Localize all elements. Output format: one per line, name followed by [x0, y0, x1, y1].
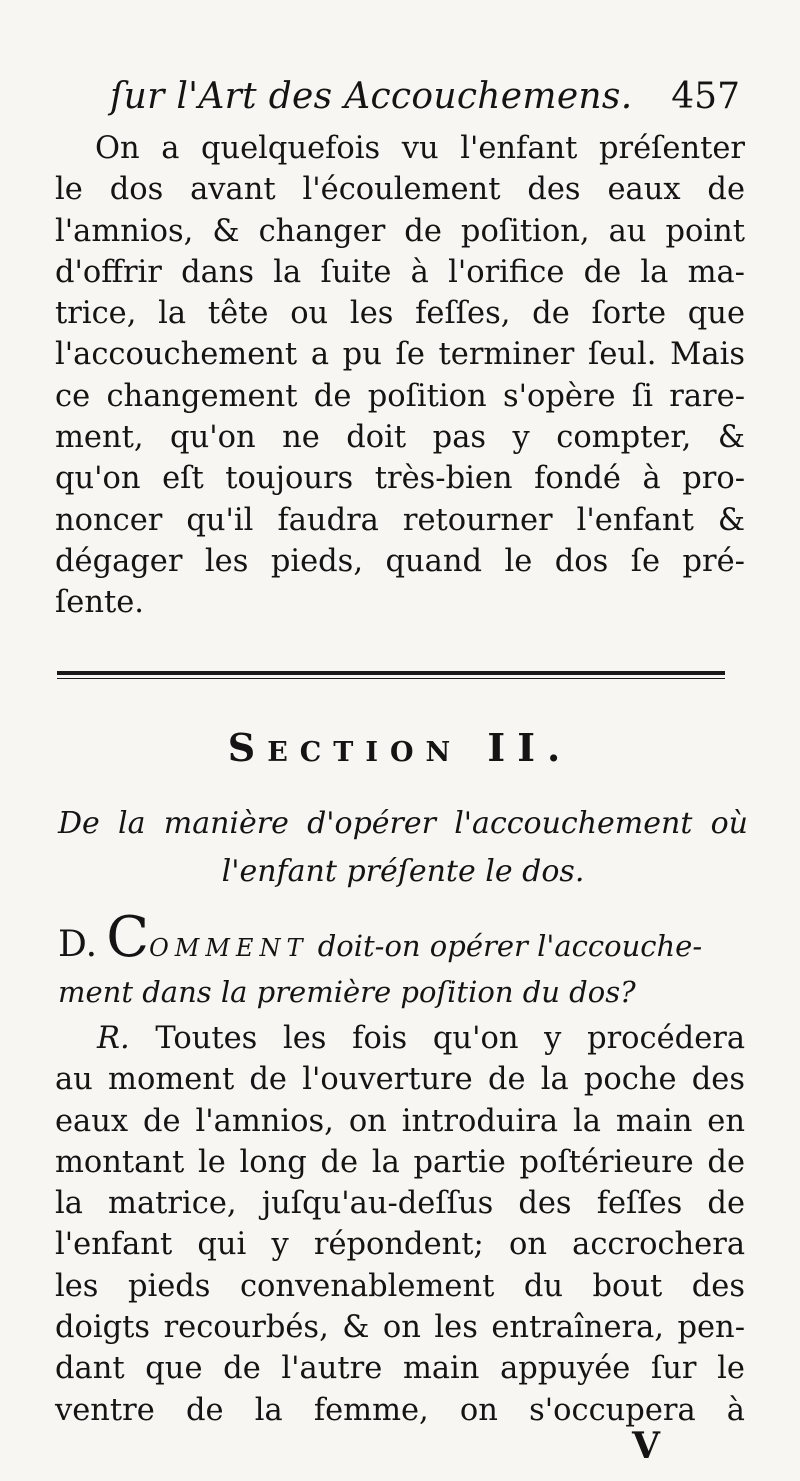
text-line: ventre de la femme, on s'occupera à	[55, 1392, 745, 1428]
text-line: l'amnios, & changer de poſition, au point	[55, 213, 745, 249]
answer-marker: R.	[97, 1021, 130, 1056]
text-line: ſente.	[55, 585, 144, 621]
text-line: eaux de l'amnios, on introduira la main en	[55, 1103, 745, 1139]
drop-initial: C	[106, 905, 150, 970]
text-line: montant le long de la partie poſtérieure de	[55, 1144, 745, 1180]
question-line: ment dans la première poſition du dos?	[58, 975, 636, 1009]
text-line: trice, la tête ou les feſſes, de ſorte que	[55, 296, 745, 332]
section-subtitle	[58, 800, 748, 896]
text-line: la matrice, juſqu'au-deſſus des feſſes de	[55, 1186, 745, 1222]
text-line: au moment de l'ouverture de la poche des	[55, 1062, 745, 1098]
text-line	[55, 1018, 745, 1059]
text-line: le dos avant l'écoulement des eaux de	[55, 172, 745, 208]
text-line: noncer qu'il faudra retourner l'enfant &	[55, 502, 745, 538]
section-subtitle-line: l'enfant préſente le dos.	[221, 854, 585, 889]
section-subtitle-line: De la manière d'opérer l'accouchement où	[58, 806, 748, 841]
text-line: dant que de l'autre main appuyée ſur le	[55, 1351, 745, 1387]
text-line: dégager les pieds, quand le dos ſe pré-	[55, 543, 745, 579]
text-line: ment, qu'on ne doit pas y compter, &	[55, 420, 745, 456]
text-line: On a quelquefois vu l'enfant préſenter	[95, 131, 745, 166]
page-number: 457	[671, 76, 740, 117]
text-line: l'enfant qui y répondent; on accrochera	[55, 1227, 745, 1263]
text-line-content: Toutes les fois qu'on y procédera	[155, 1021, 746, 1056]
text-line: ce changement de poſition s'opère ſi rare-	[55, 378, 745, 414]
question-text: doit-on opérer l'accouche-	[317, 929, 703, 963]
small-caps-word: OMMENT	[149, 934, 309, 962]
section-rule-thin	[57, 678, 725, 679]
question-marker: D.	[58, 924, 98, 965]
text-line: les pieds convenablement du bout des	[55, 1268, 745, 1304]
section-title: Section II.	[227, 725, 573, 770]
question-line	[58, 905, 748, 970]
signature-mark: V	[632, 1425, 660, 1467]
page-header	[110, 76, 750, 126]
section-rule-thick	[57, 671, 725, 675]
text-line: d'offrir dans la ſuite à l'orifice de la ma-	[55, 254, 745, 290]
text-line: qu'on eſt toujours très-bien fondé à pro-	[55, 461, 745, 497]
paragraph-1	[55, 128, 745, 624]
text-line: l'accouchement a pu ſe terminer ſeul. Mais	[55, 337, 745, 373]
question-block	[58, 905, 748, 1014]
text-line: doigts recourbés, & on les entraînera, pen-	[55, 1310, 745, 1346]
running-title: ſur l'Art des Accouchemens.	[110, 76, 633, 117]
paragraph-2	[55, 1018, 745, 1431]
